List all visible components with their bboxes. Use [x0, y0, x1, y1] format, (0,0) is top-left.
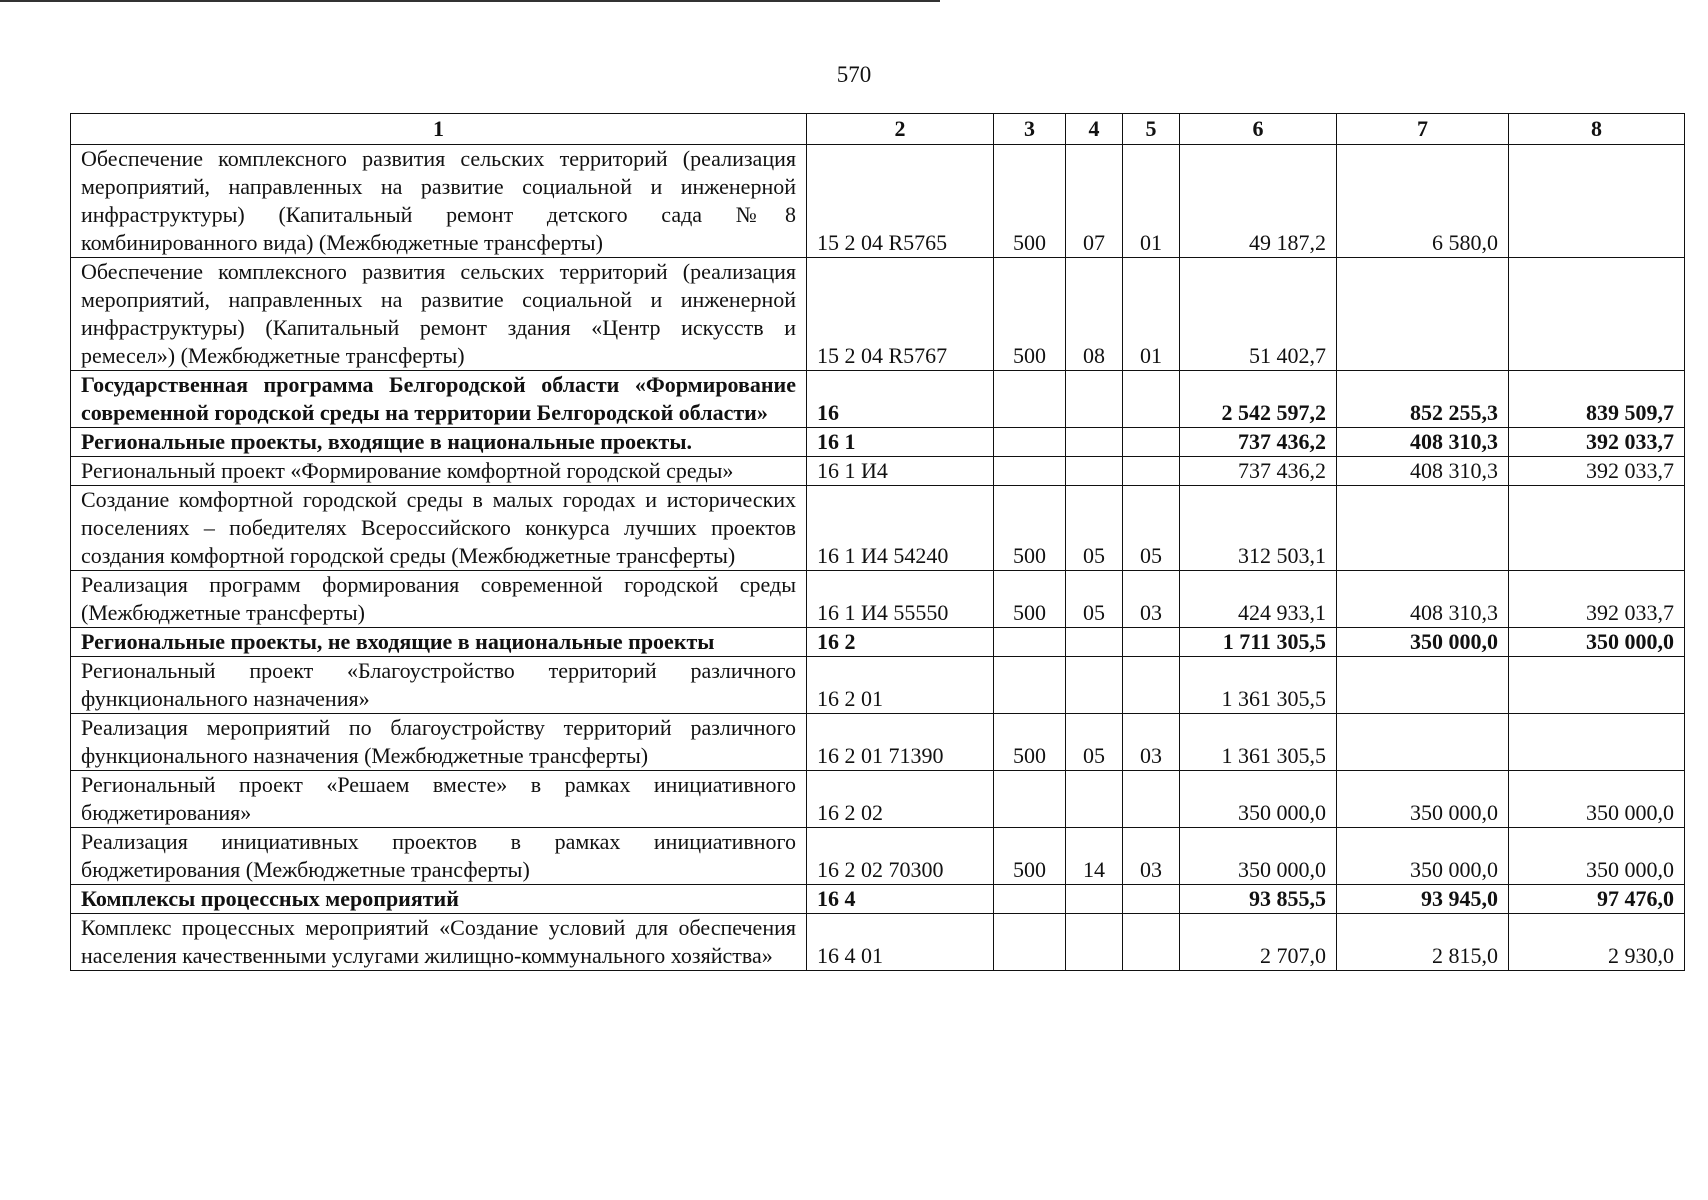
row-col-5: [1123, 628, 1180, 657]
row-col-3: [994, 628, 1066, 657]
row-code: 16 4 01: [807, 914, 994, 971]
table-row: [71, 486, 1685, 571]
row-amount-8: 839 509,7: [1509, 371, 1685, 428]
row-col-4: [1066, 657, 1123, 714]
table-row: [71, 914, 1685, 971]
row-amount-8: [1509, 486, 1685, 571]
row-amount-6: 350 000,0: [1180, 771, 1337, 828]
row-amount-7: 6 580,0: [1337, 145, 1509, 258]
row-code: 15 2 04 R5765: [807, 145, 994, 258]
row-name: Обеспечение комплексного развития сельских территорий (реализация мероприятий, направленных на развитие социальной и инженерной инфраструктуры) (Капитальный ремонт детского сада №8 комбинированного вида) (Межбюджетные трансферты): [71, 145, 807, 258]
row-amount-6: 312 503,1: [1180, 486, 1337, 571]
row-col-3: 500: [994, 486, 1066, 571]
row-code: 16 1 И4: [807, 457, 994, 486]
row-code: 16 1 И4 55550: [807, 571, 994, 628]
row-amount-7: 350 000,0: [1337, 771, 1509, 828]
row-col-3: 500: [994, 828, 1066, 885]
row-amount-6: 737 436,2: [1180, 428, 1337, 457]
row-amount-8: 350 000,0: [1509, 828, 1685, 885]
row-name: Региональный проект «Решаем вместе» в рамках инициативного бюджетирования»: [71, 771, 807, 828]
row-col-5: 01: [1123, 258, 1180, 371]
row-col-3: [994, 914, 1066, 971]
row-col-4: [1066, 914, 1123, 971]
row-col-5: [1123, 771, 1180, 828]
row-amount-6: 51 402,7: [1180, 258, 1337, 371]
column-header: 8: [1509, 114, 1685, 145]
row-col-4: [1066, 771, 1123, 828]
row-col-5: [1123, 428, 1180, 457]
table-row: [71, 771, 1685, 828]
row-amount-7: 852 255,3: [1337, 371, 1509, 428]
row-amount-8: [1509, 145, 1685, 258]
row-amount-6: 1 711 305,5: [1180, 628, 1337, 657]
row-amount-7: 2 815,0: [1337, 914, 1509, 971]
row-amount-7: 93 945,0: [1337, 885, 1509, 914]
page-number: 570: [836, 62, 872, 87]
table-row: [71, 258, 1685, 371]
row-name: Обеспечение комплексного развития сельских территорий (реализация мероприятий, направленных на развитие социальной и инженерной инфраструктуры) (Капитальный ремонт здания «Центр искусств и ремесел») (Межбюджетные трансферты): [71, 258, 807, 371]
row-col-5: [1123, 657, 1180, 714]
column-header: 5: [1123, 114, 1180, 145]
row-col-5: 03: [1123, 571, 1180, 628]
row-code: 16 2 02: [807, 771, 994, 828]
row-col-3: [994, 771, 1066, 828]
row-code: 16 2 02 70300: [807, 828, 994, 885]
table-row: [71, 457, 1685, 486]
row-col-4: [1066, 628, 1123, 657]
row-code: 16 2: [807, 628, 994, 657]
table-row: [71, 145, 1685, 258]
row-col-5: 03: [1123, 828, 1180, 885]
table-row: [71, 628, 1685, 657]
row-amount-8: 350 000,0: [1509, 771, 1685, 828]
row-amount-7: 408 310,3: [1337, 457, 1509, 486]
column-header: 7: [1337, 114, 1509, 145]
table-row: [71, 657, 1685, 714]
row-name: Комплексы процессных мероприятий: [71, 885, 807, 914]
row-code: 16 1 И4 54240: [807, 486, 994, 571]
row-amount-7: [1337, 486, 1509, 571]
budget-table: [70, 113, 1685, 971]
row-amount-8: 97 476,0: [1509, 885, 1685, 914]
row-name: Реализация программ формирования современной городской среды (Межбюджетные трансферты): [71, 571, 807, 628]
row-col-3: [994, 428, 1066, 457]
table-row: [71, 714, 1685, 771]
table-row: [71, 885, 1685, 914]
row-amount-6: 2 542 597,2: [1180, 371, 1337, 428]
row-name: Реализация инициативных проектов в рамках инициативного бюджетирования (Межбюджетные трансферты): [71, 828, 807, 885]
row-amount-7: [1337, 258, 1509, 371]
row-col-4: [1066, 457, 1123, 486]
row-col-3: [994, 371, 1066, 428]
row-col-3: 500: [994, 145, 1066, 258]
row-col-4: 08: [1066, 258, 1123, 371]
row-col-4: [1066, 885, 1123, 914]
row-col-5: 05: [1123, 486, 1180, 571]
row-amount-8: [1509, 258, 1685, 371]
row-code: 16 1: [807, 428, 994, 457]
table-row: [71, 828, 1685, 885]
top-rule: [0, 0, 940, 2]
row-amount-6: 49 187,2: [1180, 145, 1337, 258]
row-amount-6: 350 000,0: [1180, 828, 1337, 885]
row-col-5: [1123, 914, 1180, 971]
row-amount-6: 2 707,0: [1180, 914, 1337, 971]
row-amount-7: 350 000,0: [1337, 628, 1509, 657]
row-amount-6: 1 361 305,5: [1180, 714, 1337, 771]
row-name: Региональные проекты, входящие в национальные проекты.: [71, 428, 807, 457]
row-col-4: 05: [1066, 571, 1123, 628]
row-name: Комплекс процессных мероприятий «Создание условий для обеспечения населения качественными услугами жилищно-коммунального хозяйства»: [71, 914, 807, 971]
column-header: 4: [1066, 114, 1123, 145]
row-code: 16: [807, 371, 994, 428]
row-name: Создание комфортной городской среды в малых городах и исторических поселениях – победителях Всероссийского конкурса лучших проектов создания комфортной городской среды (Межбюджетные трансферты): [71, 486, 807, 571]
row-name: Государственная программа Белгородской области «Формирование современной городской среды на территории Белгородской области»: [71, 371, 807, 428]
row-col-5: 03: [1123, 714, 1180, 771]
row-amount-6: 93 855,5: [1180, 885, 1337, 914]
column-header: 1: [71, 114, 807, 145]
column-header: 2: [807, 114, 994, 145]
row-amount-6: 424 933,1: [1180, 571, 1337, 628]
row-col-4: 07: [1066, 145, 1123, 258]
row-amount-8: [1509, 657, 1685, 714]
row-amount-8: 392 033,7: [1509, 428, 1685, 457]
row-name: Региональные проекты, не входящие в национальные проекты: [71, 628, 807, 657]
row-col-4: [1066, 428, 1123, 457]
row-col-3: [994, 457, 1066, 486]
row-col-5: [1123, 885, 1180, 914]
row-amount-7: 408 310,3: [1337, 428, 1509, 457]
row-amount-8: [1509, 714, 1685, 771]
table-row: [71, 371, 1685, 428]
header-row: [71, 114, 1685, 145]
column-header: 3: [994, 114, 1066, 145]
row-amount-8: 350 000,0: [1509, 628, 1685, 657]
table-row: [71, 428, 1685, 457]
row-name: Реализация мероприятий по благоустройству территорий различного функционального назначения (Межбюджетные трансферты): [71, 714, 807, 771]
row-code: 16 4: [807, 885, 994, 914]
row-col-3: 500: [994, 714, 1066, 771]
row-amount-8: 392 033,7: [1509, 571, 1685, 628]
row-amount-6: 1 361 305,5: [1180, 657, 1337, 714]
row-code: 16 2 01: [807, 657, 994, 714]
row-amount-7: 350 000,0: [1337, 828, 1509, 885]
row-col-4: 05: [1066, 486, 1123, 571]
row-code: 16 2 01 71390: [807, 714, 994, 771]
row-col-3: 500: [994, 258, 1066, 371]
row-code: 15 2 04 R5767: [807, 258, 994, 371]
row-name: Региональный проект «Благоустройство территорий различного функционального назначения»: [71, 657, 807, 714]
row-col-3: [994, 657, 1066, 714]
row-amount-8: 392 033,7: [1509, 457, 1685, 486]
row-col-3: 500: [994, 571, 1066, 628]
column-header: 6: [1180, 114, 1337, 145]
row-amount-7: 408 310,3: [1337, 571, 1509, 628]
row-amount-8: 2 930,0: [1509, 914, 1685, 971]
row-col-3: [994, 885, 1066, 914]
table-row: [71, 571, 1685, 628]
row-amount-7: [1337, 657, 1509, 714]
row-col-5: [1123, 371, 1180, 428]
row-col-4: 05: [1066, 714, 1123, 771]
row-amount-6: 737 436,2: [1180, 457, 1337, 486]
row-col-5: 01: [1123, 145, 1180, 258]
row-col-5: [1123, 457, 1180, 486]
row-amount-7: [1337, 714, 1509, 771]
row-col-4: [1066, 371, 1123, 428]
row-name: Региональный проект «Формирование комфортной городской среды»: [71, 457, 807, 486]
row-col-4: 14: [1066, 828, 1123, 885]
